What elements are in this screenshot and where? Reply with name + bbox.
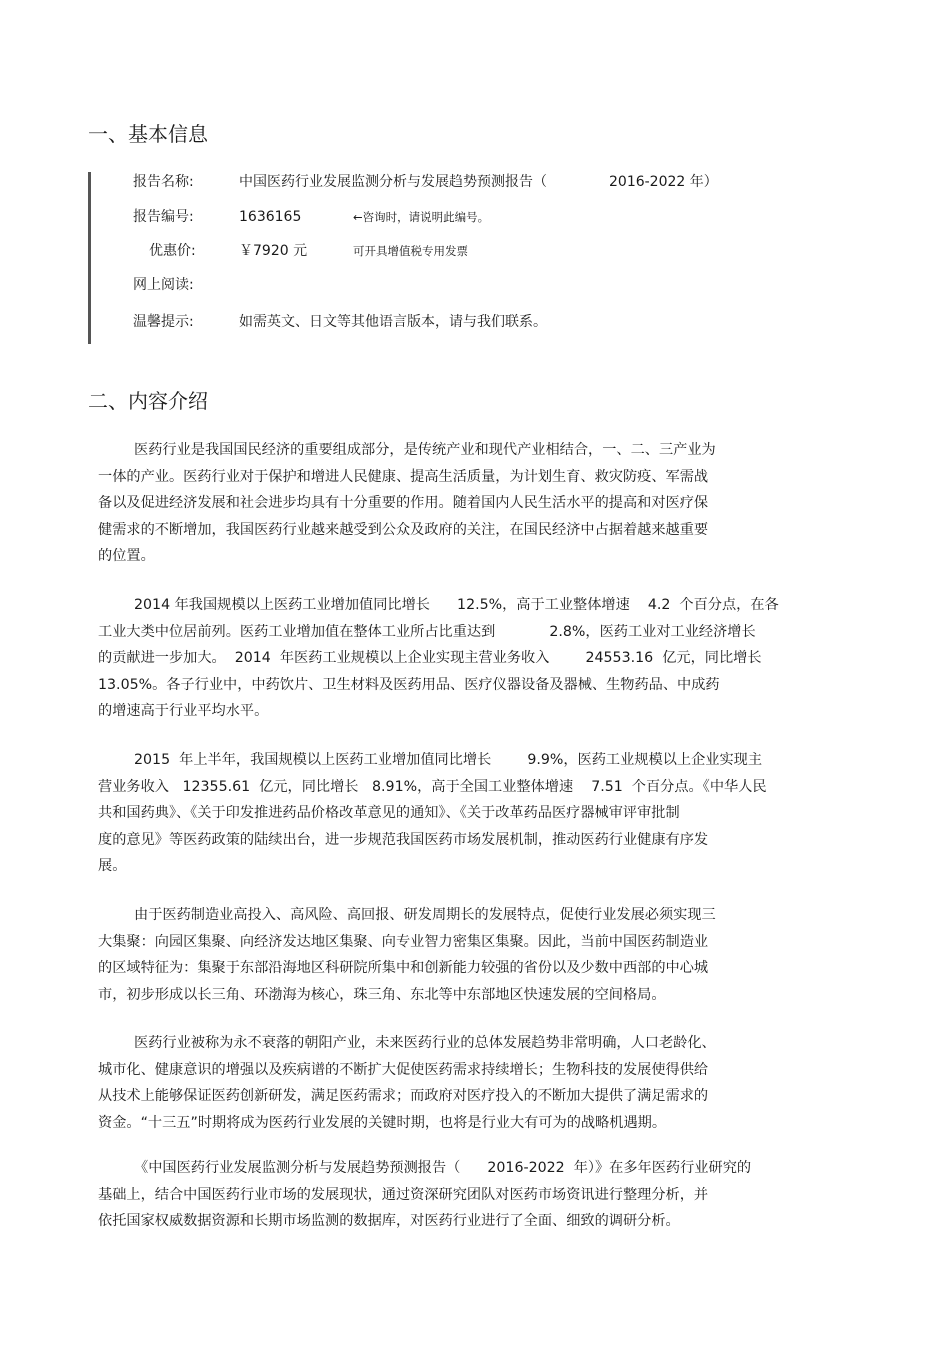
report-number-label: 报告编号:	[133, 209, 194, 225]
paragraph-line: 医药行业是我国国民经济的重要组成部分，是传统产业和现代产业相结合，一、二、三产业为	[134, 442, 716, 458]
section-title-content-intro: 二、内容介绍	[88, 389, 208, 413]
paragraph-line: 依托国家权威数据资源和长期市场监测的数据库，对医药行业进行了全面、细致的调研分析。	[98, 1213, 680, 1230]
paragraph-line: 大集聚：向园区集聚、向经济发达地区集聚、向专业智力密集区集聚。因此，当前中国医药制造业	[98, 933, 709, 950]
paragraph-line: 的位置。	[98, 548, 155, 565]
paragraph-line: 《中国医药行业发展监测分析与发展趋势预测报告（ 2016-2022 年）》在多年医药行业研究的	[134, 1160, 752, 1176]
paragraph-line: 市，初步形成以长三角、环渤海为核心，珠三角、东北等中东部地区快速发展的空间格局。	[98, 986, 666, 1003]
report-name-years: 2016-2022 年）	[609, 174, 718, 190]
tip-value: 如需英文、日文等其他语言版本，请与我们联系。	[239, 314, 547, 330]
report-number-value: 1636165	[239, 209, 302, 225]
intro-paragraph-4	[98, 902, 848, 1008]
section-title-basic-info: 一、基本信息	[88, 122, 208, 146]
basic-info-block	[88, 172, 851, 344]
tip-label: 温馨提示:	[133, 314, 194, 330]
paragraph-line: 从技术上能够保证医药创新研发，满足医药需求；而政府对医疗投入的不断加大提供了满足需求的	[98, 1088, 709, 1105]
paragraph-line: 营业务收入 12355.61 亿元，同比增长 8.91%，高于全国工业整体增速 7.51 个百分点。《中华人民	[98, 778, 767, 795]
paragraph-line: 13.05%。各子行业中，中药饮片、卫生材料及医药用品、医疗仪器设备及器械、生物药品、中成药	[98, 676, 720, 693]
intro-paragraph-5	[98, 1030, 848, 1136]
intro-paragraph-6	[98, 1155, 848, 1235]
price-label: 优惠价:	[149, 243, 196, 259]
online-reading-label: 网上阅读:	[133, 277, 194, 293]
paragraph-line: 医药行业被称为永不衰落的朝阳产业，未来医药行业的总体发展趋势非常明确，人口老龄化、	[134, 1035, 716, 1051]
paragraph-line: 共和国药典》、《关于印发推进药品价格改革意见的通知》、《关于改革药品医疗器械审评审批制	[98, 805, 680, 822]
paragraph-line: 展。	[98, 858, 127, 875]
paragraph-line: 的增速高于行业平均水平。	[98, 703, 269, 720]
paragraph-line: 基础上，结合中国医药行业市场的发展现状，通过资深研究团队对医药市场资讯进行整理分析，并	[98, 1186, 709, 1203]
paragraph-line: 备以及促进经济发展和社会进步均具有十分重要的作用。随着国内人民生活水平的提高和对医疗保	[98, 495, 709, 512]
intro-paragraph-2	[98, 592, 848, 725]
paragraph-line: 的贡献进一步加大。 2014 年医药工业规模以上企业实现主营业务收入 24553.16 亿元，同比增长	[98, 650, 762, 667]
paragraph-line: 2014 年我国规模以上医药工业增加值同比增长 12.5%，高于工业整体增速 4.2 个百分点，在各	[134, 597, 779, 613]
paragraph-line: 一体的产业。医药行业对于保护和增进人民健康、提高生活质量，为计划生育、救灾防疫、军需战	[98, 468, 709, 485]
report-name-value: 中国医药行业发展监测分析与发展趋势预测报告（	[239, 174, 547, 190]
paragraph-line: 度的意见》等医药政策的陆续出台，进一步规范我国医药市场发展机制，推动医药行业健康有序发	[98, 831, 709, 848]
price-value: ￥7920 元	[239, 243, 308, 259]
paragraph-line: 工业大类中位居前列。医药工业增加值在整体工业所占比重达到 2.8%，医药工业对工业经济增长	[98, 623, 756, 640]
price-note: 可开具增值税专用发票	[353, 244, 468, 258]
intro-paragraph-3	[98, 747, 848, 880]
paragraph-line: 城市化、健康意识的增强以及疾病谱的不断扩大促使医药需求持续增长；生物科技的发展使得供给	[98, 1061, 709, 1078]
intro-paragraph-1	[98, 437, 848, 570]
paragraph-line: 2015 年上半年，我国规模以上医药工业增加值同比增长 9.9%，医药工业规模以上企业实现主	[134, 752, 763, 768]
paragraph-line: 健需求的不断增加，我国医药行业越来越受到公众及政府的关注，在国民经济中占据着越来越重要	[98, 521, 709, 538]
paragraph-line: 由于医药制造业高投入、高风险、高回报、研发周期长的发展特点，促使行业发展必须实现三	[134, 907, 716, 923]
report-number-note: ←咨询时，请说明此编号。	[353, 210, 490, 224]
report-name-label: 报告名称:	[133, 174, 194, 190]
paragraph-line: 的区域特征为：集聚于东部沿海地区科研院所集中和创新能力较强的省份以及少数中西部的中心城	[98, 960, 709, 977]
paragraph-line: 资金。“十三五”时期将成为医药行业发展的关键时期，也将是行业大有可为的战略机遇期。	[98, 1114, 667, 1131]
